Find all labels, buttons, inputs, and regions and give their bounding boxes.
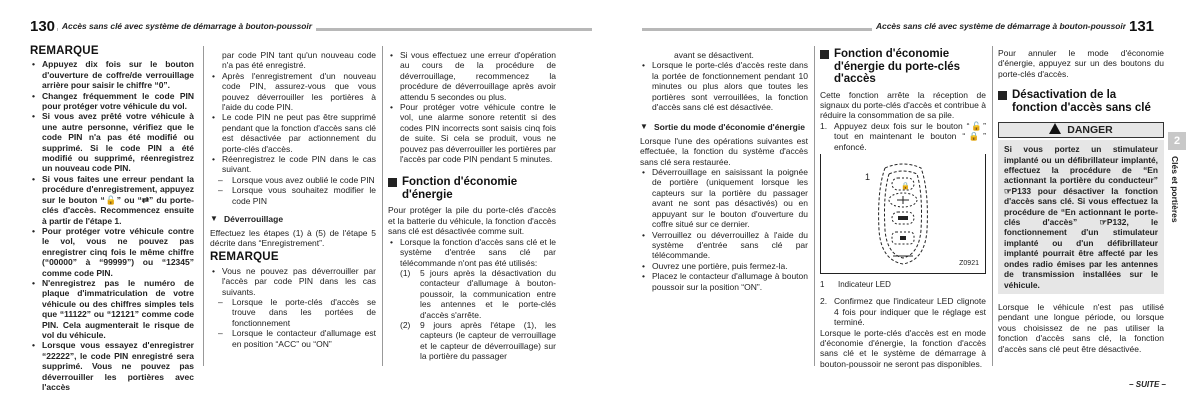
body-text: Pour annuler le mode d'économie d'énergie, appuyez sur un des boutons du porte-clés d'accès. — [998, 48, 1164, 79]
key-fob-figure — [820, 154, 986, 274]
steps-list — [400, 268, 556, 362]
list-item: • Lorsque vous essayez d'enregistrer “22222”, le code PIN enregistré sera supprimé. Vous ne pouvez pas déverrouiller les portières avec l'accès — [30, 340, 194, 392]
list-item: • Placez le contacteur d'allumage à bouton poussoir sur la position “ON”. — [640, 271, 808, 292]
right-page — [602, 0, 1194, 400]
body-text: Pour protéger la pile du porte-clés d'accès et la batterie du véhicule, la fonction d'accès sans clé est désactivée comme suit. — [388, 205, 556, 237]
list-item: • Si vous avez prêté votre véhicule à une autre personne, vérifiez que le code PIN n'a pas été modifié ou supprimé. Si le code PIN a été modifié ou supprimé, réenregistrez un nouveau code PIN. — [30, 111, 194, 173]
deactivation-list — [640, 60, 808, 112]
continuation-text: avant se désactivent. — [674, 50, 754, 60]
energy-save-list — [388, 237, 556, 268]
remarque-list — [210, 266, 376, 297]
body-text: Lorsque le véhicule n'est pas utilisé pendant une longue période, ou lorsque vous choisissez de ne pas utiliser la fonction d'accès sans clé, la fonction d'accès sans clé peut être désactivée. — [998, 301, 1164, 354]
section-heading: Désactivation de la fonction d'accès sans clé — [998, 89, 1164, 114]
list-item: • Appuyez dix fois sur le bouton d'ouverture de coffre/de verrouillage arrière pour saisir le chiffre “0”. — [30, 59, 194, 90]
list-item: – Lorsque vous souhaitez modifier le code PIN — [210, 185, 376, 206]
figure-caption: 1 Indicateur LED — [820, 279, 891, 289]
triangle-down-icon: ▼ — [210, 214, 218, 224]
remarque-heading: REMARQUE — [30, 45, 99, 57]
header-title: Accès sans clé avec système de démarrage à bouton-poussoir — [872, 21, 1130, 31]
column-divider — [814, 46, 815, 366]
list-item: • Changez fréquemment le code PIN pour protéger votre véhicule du vol. — [30, 91, 194, 112]
body-text: Lorsque le porte-clés d'accès est en mode d'économie d'énergie, la fonction d'accès sans clé et le système de démarrage à bouton-poussoir ne seront pas disponibles. — [820, 327, 986, 369]
page-number: 130 — [30, 18, 56, 35]
steps-list — [820, 121, 986, 152]
right-col-2 — [820, 44, 986, 369]
page-number: 131 — [1126, 18, 1154, 35]
left-col-1 — [30, 44, 194, 392]
list-item: • Réenregistrez le code PIN dans le cas suivant. — [210, 154, 376, 175]
steps-list — [820, 296, 986, 327]
list-item: • Pour protéger votre véhicule contre le vol, vous ne pouvez pas enregistrer cinq fois le même chiffre (“00000” à “99999”) ou “12345” comme code PIN. — [30, 226, 194, 278]
section-heading: Fonction d'économie d'énergie du porte-clés d'accès — [820, 48, 986, 86]
pin-notes-list — [210, 71, 376, 175]
left-col-3 — [388, 44, 556, 362]
subheading-deverrouillage: ▼ Déverrouillage — [210, 214, 284, 225]
step-item: (1) 5 jours après la désactivation du contacteur d'allumage à bouton-poussoir, la communication entre les antennes et le porte-clés d'accès s'arrête. — [400, 267, 556, 320]
right-col-1 — [640, 44, 808, 292]
right-col-3 — [998, 44, 1164, 354]
reregister-cases-list — [210, 175, 376, 206]
list-item: • Le code PIN ne peut pas être supprimé pendant que la fonction d'accès sans clé est désactivée par actionnement du porte-clés d'accès. — [210, 112, 376, 154]
remarque-cases-list — [210, 297, 376, 349]
square-bullet-icon — [388, 178, 397, 187]
column-divider — [382, 46, 383, 366]
right-page-header — [602, 18, 1194, 35]
list-item: • Pour protéger votre véhicule contre le vol, une alarme sonore retentit si des codes PIN incorrects sont saisis cinq fois de suite. Si cela se produit, vous ne pouvez pas déverrouiller les portières par l'accès par code PIN pendant 5 minutes. — [388, 102, 556, 164]
continuation-text: par code PIN tant qu'un nouveau code n'a pas été enregistré. — [222, 50, 376, 71]
list-item: • Déverrouillage en saisissant la poignée de portière (uniquement lorsque les capteurs sur la portière du passager avant ne sont pas désactivés) ou en appuyant sur le bouton d'ouverture du coffre situé sur ce dernier. — [640, 167, 808, 229]
square-bullet-icon — [820, 50, 829, 59]
restore-list — [640, 167, 808, 292]
figure-code: Z0921 — [959, 259, 979, 267]
list-item: – Lorsque vous avez oublié le code PIN — [210, 175, 376, 185]
subheading-sortie: ▼ Sortie du mode d'économie d'énergie — [640, 122, 805, 133]
chapter-tab[interactable]: 2 — [1168, 132, 1186, 150]
left-col-2 — [210, 44, 376, 349]
remarque-heading: REMARQUE — [210, 251, 279, 264]
column-divider — [992, 46, 993, 366]
step-item: 2. Confirmez que l'indicateur LED clignote 4 fois pour indiquer que le réglage est terminé. — [820, 296, 986, 328]
continued-marker: – SUITE – — [1129, 380, 1166, 389]
column-divider — [203, 46, 204, 366]
chapter-label: Clés et portières — [1170, 156, 1180, 223]
list-item: – Lorsque le contacteur d'allumage est en position “ACC” ou “ON” — [210, 328, 376, 349]
list-item: • Si vous faites une erreur pendant la procédure d'enregistrement, appuyez sur le bouton “🔓” ou “⇄” du porte-clés d'accès. Recommencez ensuite à partir de l'étape 1. — [30, 174, 194, 226]
section-heading: Fonction d'économie d'énergie — [388, 176, 556, 201]
step-item: 1. Appuyez deux fois sur le bouton “🔓” tout en maintenant le bouton “🔒” enfoncé. — [820, 120, 986, 152]
list-item: – Lorsque le porte-clés d'accès se trouve dans les portées de fonctionnement — [210, 297, 376, 328]
list-item: • Lorsque le porte-clés d'accès reste dans la portée de fonctionnement pendant 10 minutes ou plus alors que toutes les portières sont verrouillées, la fonction d'accès sans clé est désactivée. — [640, 60, 808, 112]
step-item: (2) 9 jours après l'étape (1), les capteurs (le capteur de verrouillage et le capteur de déverrouillage) sur la portière du passager — [400, 319, 556, 362]
left-page — [0, 0, 592, 400]
list-item: • Vous ne pouvez pas déverrouiller par l'accès par code PIN dans les cas suivants. — [210, 266, 376, 297]
left-page-header — [0, 18, 592, 35]
body-text: Effectuez les étapes (1) à (5) de l'étape 5 décrite dans “Enregistrement”. — [210, 227, 376, 248]
body-text: Cette fonction arrête la réception de signaux du porte-clés d'accès et contribue à réduire la consommation de sa pile. — [820, 89, 986, 121]
list-item: • Lorsque la fonction d'accès sans clé et le système d'entrée sans clé par télécommande n'ont pas été utilisés: — [388, 237, 556, 268]
figure-callout: 1 — [865, 171, 871, 182]
remarque-list — [30, 59, 194, 392]
svg-text:🔒: 🔒 — [901, 182, 910, 190]
body-text: Lorsque l'une des opérations suivantes est effectuée, la fonction du système d'accès sans clé sera restaurée. — [640, 135, 808, 167]
unlock-notes-list — [388, 50, 556, 164]
list-item: • N'enregistrez pas le numéro de plaque d'immatriculation de votre véhicule ou des chiffres simples tels que “11122” ou “12121” comme code PIN. Cela augmenterait le risque de vol du véhicule. — [30, 278, 194, 340]
square-bullet-icon — [998, 91, 1007, 100]
danger-text: Si vous portez un stimulateur implanté ou un défibrillateur implanté, effectuez la procédure de “En actionnant la portière du conducteur” ☞P133 pour désactiver la fonction d'accès sans clé. Si vous effectuez la procédure de “En actionnant le porte-clés d'accès” ☞P132, le fonctionnement d'un stimulateur implanté ou d'un défibrillateur implanté pourrait être affecté par les ondes radio émises par les antennes de transmission installées sur le véhicule. — [998, 140, 1164, 294]
danger-header: DANGER — [998, 122, 1164, 138]
warning-triangle-icon — [1049, 123, 1061, 134]
triangle-down-icon: ▼ — [640, 122, 648, 132]
list-item: • Ouvrez une portière, puis fermez-la. — [640, 261, 808, 271]
header-title: Accès sans clé avec système de démarrage à bouton-poussoir — [58, 21, 316, 31]
list-item: • Verrouillez ou déverrouillez à l'aide du système d'entrée sans clé par télécommande. — [640, 230, 808, 261]
list-item: • Après l'enregistrement d'un nouveau code PIN, assurez-vous que vous pouvez déverrouiller les portières à l'aide du code PIN. — [210, 71, 376, 113]
list-item: • Si vous effectuez une erreur d'opération au cours de la procédure de déverrouillage, recommencez la procédure de déverrouillage après avoir attendu 5 secondes ou plus. — [388, 50, 556, 102]
key-fob-icon — [863, 160, 943, 270]
